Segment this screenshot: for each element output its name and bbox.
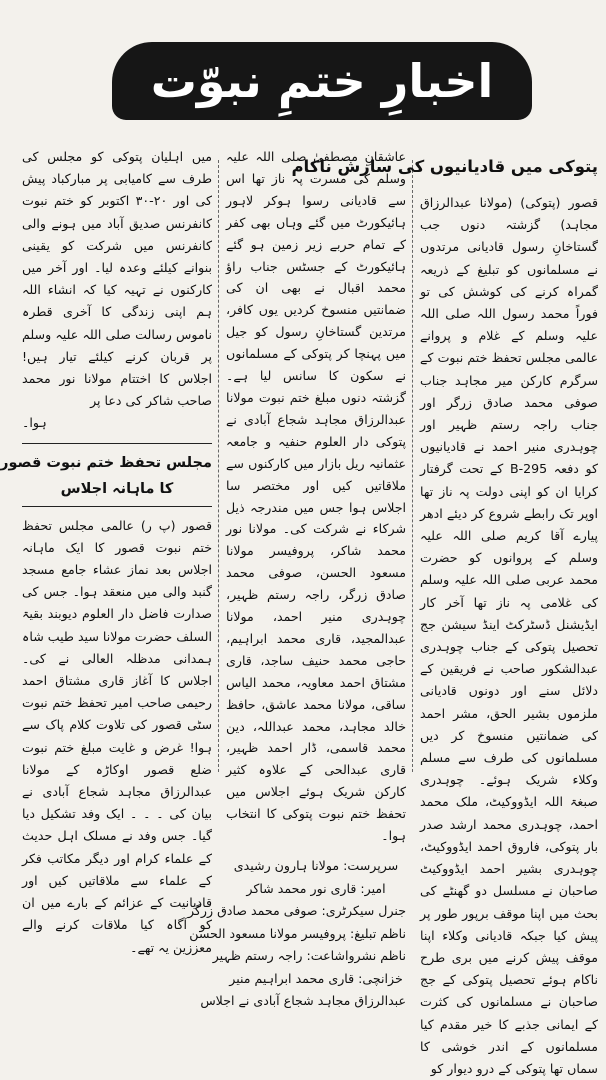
masthead-banner xyxy=(112,42,532,120)
office-bearer: ناظم تبلیغ: پروفیسر مولانا مسعود الحسن xyxy=(189,925,406,941)
article-body: میں اہلیان پتوکی کو مجلس کی طرف سے کامیابی پر مبارکباد پیش کی اور ۲۰-۳۰ اکتوبر کو ختم نبوت کانفرنس صدیق آباد میں ہونے والی کانفرنس میں شرکت کو یقینی بنوانے کیلئے وعدہ لیا۔ اور آخر میں کارکنوں نے تہیہ کیا کہ انشاء اللہ ہم اپنی زندگی کا آخری قطرہ ناموس رسالت صلی اللہ علیہ وسلم پر قربان کرنے کیلئے تیار ہیں! اجلاس کا اختتام مولانا نور محمد صاحب شاکر کی دعا پر xyxy=(22,149,212,409)
article-body: قصور (پ ر) عالمی مجلس تحفظ ختم نبوت قصور کا ایک ماہانہ اجلاس بعد نماز عشاء جامع مسجد گنبد والی میں منعقد ہوا۔ جس کی صدارت فاضل دار العلوم دیوبند بقیۃ السلف حضرت مولانا سید طیب شاہ ہمدانی مدظلہ العالی نے کی۔ اجلاس کا آغاز قاری مشتاق احمد رحیمی صاحب امیر تحفظ ختم نبوت سٹی قصور کی تلاوت کلام پاک سے ہوا! غرض و غایت مبلغ ختم نبوت ضلع قصور اوکاڑہ کے مولانا عبدالرزاق مجاہد شجاع آبادی نے بیان کی ۔ ۔ ۔ ایک وفد تشکیل دیا گیا۔ جس وفد نے مسلک اہل حدیث کے علماء کرام اور دیگر مکاتب فکر کے علماء سے ملاقاتیں کیں اور قادیانیت کے عزائم کے بارے میں ان کو آگاہ کیا ملاقات کرنے والے معززین یہ تھے۔ xyxy=(21,517,212,955)
column-divider xyxy=(412,160,413,772)
article-headline: پتوکی میں قادیانیوں کی سازش ناکام xyxy=(291,157,598,176)
article-column-middle xyxy=(187,146,406,1008)
office-bearer: خزانچی: قاری محمد ابراہیم منیر xyxy=(229,970,403,986)
office-bearer: امیر: قاری نور محمد شاکر xyxy=(246,880,386,896)
office-bearer: سرپرست: مولانا ہارون رشیدی xyxy=(233,858,399,873)
office-bearer: جنرل سیکرٹری: صوفی محمد صادق زرگر xyxy=(187,903,406,918)
office-bearer: عبدالرزاق مجاہد شجاع آبادی نے اجلاس xyxy=(200,993,406,1008)
office-bearers-list xyxy=(187,855,406,1013)
section-subheading: مجلس تحفظ ختم نبوت قصور xyxy=(22,443,212,476)
article-body: عاشقانِ مصطفیٰ صلی اللہ علیہ وسلم کی مسرت پہ ناز تھا اس سے قادیانی رسوا ہوکر لاہور ہائیکورٹ میں گئے وہاں بھی کفر کے تمام حربے زیر زمین ہو گئے ہائیکورٹ کے جسٹس جناب راؤ محمد اقبال نے بھی ان کی ضمانتیں منسوخ کردیں یوں کافر، مرتدین گستاخانِ رسول کو جیل میں پہنچا کر پتوکی کے مسلمانوں نے سکون کا سانس لیا ہے۔ گزشتہ دنوں مبلغ ختم نبوت مولانا عبدالرزاق مجاہد شجاع آبادی نے پتوکی دار العلوم حنفیہ و جامعہ عثمانیہ ریل بازار میں کارکنوں سے ملاقاتیں کیں اور مختصر سا اجلاس ہوا جس میں مندرجہ ذیل شرکاء نے شرکت کی۔ مولانا نور محمد شاکر، پروفیسر مولانا مسعود الحسن، صوفی محمد صادق زرگر، راجہ رستم ظہیر، چوہدری منیر احمد، مولانا عبدالمجید، قاری محمد ابراہیم، حاجی محمد حنیف ساجد، قاری مشتاق احمد معاویہ، محمد الیاس ساقی، مولانا محمد عاشق، حافظ خالد مجاہد، محمد عبداللہ، دین محمد قاسمی، ڈار احمد ظہیر، قاری عبدالحی کے علاوہ کثیر کارکن شریک ہوئے اجلاس میں تحفظ ختم نبوت پتوکی کا انتخاب ہوا۔ xyxy=(226,149,406,844)
section-subheading: کا ماہانہ اجلاس xyxy=(22,476,212,507)
article-body-end: ہوا۔ xyxy=(22,415,47,431)
column-divider xyxy=(218,160,219,772)
article-column-left xyxy=(0,146,212,955)
masthead-title: اخبارِ ختمِ نبوّت xyxy=(150,54,494,108)
office-bearer: ناظم نشرواشاعت: راجہ رستم ظہیر xyxy=(212,948,406,963)
article-body: قصور (پتوکی) (مولانا عبدالرزاق مجاہد) گزشتہ دنوں جب گستاخانِ رسول قادیانی مرتدوں نے مسلمانوں کو تبلیغ کے ذریعہ گمراہ کرنے کی کوشش کی تو فوراً محمد رسول اللہ صلی اللہ علیہ وسلم کے غلام و پروانے عالمی مجلس تحفظ ختم نبوت کے سرگرم کارکن میر مجاہد جناب صوفی محمد صادق زرگر اور جناب راجہ رستم ظہیر اور چوہدری منیر احمد نے قادیانیوں کو دفعہ B-295 کے تحت گرفتار کرایا ان کو اپنی دولت پہ ناز تھا اوپر تک رابطے شروع کر دیئے ادھر پیارے آقا کریم صلی اللہ علیہ وسلم کے پروانوں کو حضرت محمد عربی صلی اللہ علیہ وسلم کی غلامی پہ ناز تھا آخر کار ایڈیشنل ڈسٹرکٹ اینڈ سیشن جج تحصیل پتوکی کے جناب چوہدری عبدالشکور صاحب نے فریقین کے دلائل سنے اور دونوں قادیانی ملزموں بشیر الحق، مشر احمد کی ضمانتیں منسوخ کر دیں مسلمانوں کی طرف سے مسلم وکلاء شریک ہوئے۔ چوہدری صبغۃ اللہ ایڈووکیٹ، ملک محمد احمد، چوہدری محمد ارشد صدر بار پتوکی، فاروق احمد ایڈووکیٹ، چوہدری بشیر احمد ایڈووکیٹ صاحبان نے مسلسل دو گھنٹے کی بحث میں اپنا موقف برپور طور پر پیش کیا جبکہ قادیانی وکلاء اپنا موقف پیش کرنے میں بری طرح ناکام ہوئے تحصیل پتوکی کے جج صاحبان نے مسلمانوں کی کثرت کے ایمانی جذبے کا خیر مقدم کیا مسلمانوں کے اندر خوشی کا سماں تھا پتوکی کے درو دیوار کو xyxy=(420,195,599,1076)
